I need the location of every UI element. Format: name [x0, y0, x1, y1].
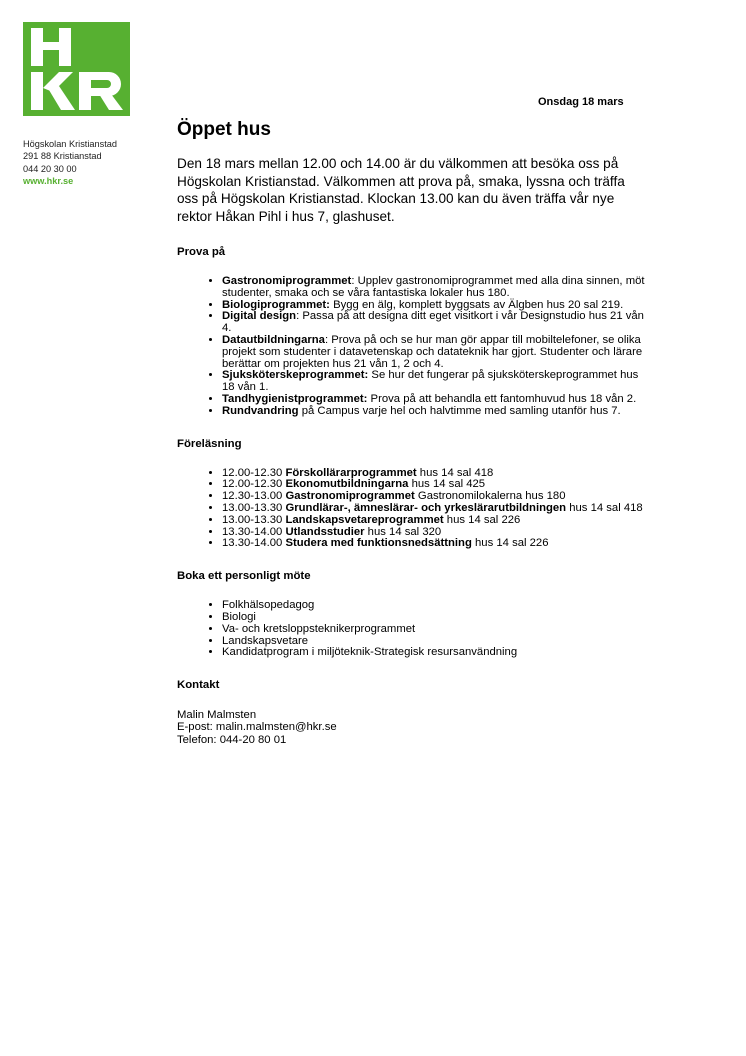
list-item: • 13.00-13.30 Grundlärar-, ämneslärar- och yrkeslärarutbildningen hus 14 sal 418	[222, 503, 647, 515]
forelasning-list	[177, 468, 647, 551]
address-line: 291 88 Kristianstad	[23, 151, 102, 162]
section-heading-prova: Prova på	[177, 246, 226, 258]
list-item: • Rundvandring på Campus varje hel och halvtimme med samling utanför hus 7.	[222, 406, 647, 418]
main-content	[177, 118, 647, 746]
list-item: • 13.30-14.00 Utlandsstudier hus 14 sal 320	[222, 527, 647, 539]
contact-name: Malin Malmsten	[177, 709, 257, 722]
contact-phone: Telefon: 044-20 80 01	[177, 733, 287, 746]
list-item: • Digital design: Passa på att designa ditt eget visitkort i vår Designstudio hus 21 vån 4.	[222, 311, 647, 335]
address-block	[23, 138, 117, 188]
hkr-logo	[23, 22, 130, 116]
list-item: • Folkhälsopedagog	[222, 600, 647, 612]
section-heading-kontakt: Kontakt	[177, 679, 220, 692]
hkr-logo-letters	[23, 22, 130, 116]
section-heading-mote: Boka ett personligt möte	[177, 570, 311, 583]
page-title: Öppet hus	[177, 119, 271, 140]
list-item: • 12.30-13.00 Gastronomiprogrammet Gastronomilokalerna hus 180	[222, 491, 647, 503]
section-heading-forelasning: Föreläsning	[177, 437, 242, 450]
date-label: Onsdag 18 mars	[538, 96, 624, 108]
list-item: • Tandhygienistprogrammet: Prova på att behandla ett fantomhuvud hus 18 vån 2.	[222, 394, 647, 406]
list-item: • Landskapsvetare	[222, 636, 647, 648]
contact-block	[177, 709, 647, 746]
address-line: Högskolan Kristianstad	[23, 139, 117, 149]
list-item: • Biologi	[222, 612, 647, 624]
phone-line: 044 20 30 00	[23, 163, 77, 174]
intro-paragraph: Den 18 mars mellan 12.00 och 14.00 är du välkommen att besöka oss på Högskolan Kristianstad. Välkommen att prova på, smaka, lyssna och träffa oss på Högskolan Kristianstad. Klockan 13.00 kan du även träffa vår nye rektor Håkan Pihl i hus 7, glashuset.	[177, 156, 625, 224]
list-item: • 13.30-14.00 Studera med funktionsnedsättning hus 14 sal 226	[222, 538, 647, 550]
list-item: • 12.00-12.30 Förskollärarprogrammet hus 14 sal 418	[222, 468, 647, 480]
list-item: • 13.00-13.30 Landskapsvetareprogrammet hus 14 sal 226	[222, 515, 647, 527]
list-item: • Gastronomiprogrammet: Upplev gastronomiprogrammet med alla dina sinnen, möt studenter, smaka och se våra fantastiska lokaler hus 180.	[222, 276, 647, 300]
list-item: • Va- och kretsloppsteknikerprogrammet	[222, 624, 647, 636]
list-item: • Datautbildningarna: Prova på och se hur man gör appar till mobiltelefoner, se olika projekt som studenter i datavetenskap och datateknik har gjort. Studenter och lärare berättar om projekten hus 21 vån 1, 2 och 4.	[222, 335, 647, 370]
contact-email[interactable]: E-post: malin.malmsten@hkr.se	[177, 721, 337, 734]
website-link[interactable]: www.hkr.se	[23, 176, 74, 187]
list-item: • 12.00-12.30 Ekonomutbildningarna hus 14 sal 425	[222, 479, 647, 491]
list-item: • Sjuksköterskeprogrammet: Se hur det fungerar på sjuksköterskeprogrammet hus 18 vån 1.	[222, 370, 647, 394]
prova-list	[177, 276, 647, 418]
mote-list	[177, 600, 647, 659]
list-item: • Kandidatprogram i miljöteknik-Strategisk resursanvändning	[222, 647, 647, 659]
list-item: • Biologiprogrammet: Bygg en älg, komplett byggsats av Älgben hus 20 sal 219.	[222, 300, 647, 312]
